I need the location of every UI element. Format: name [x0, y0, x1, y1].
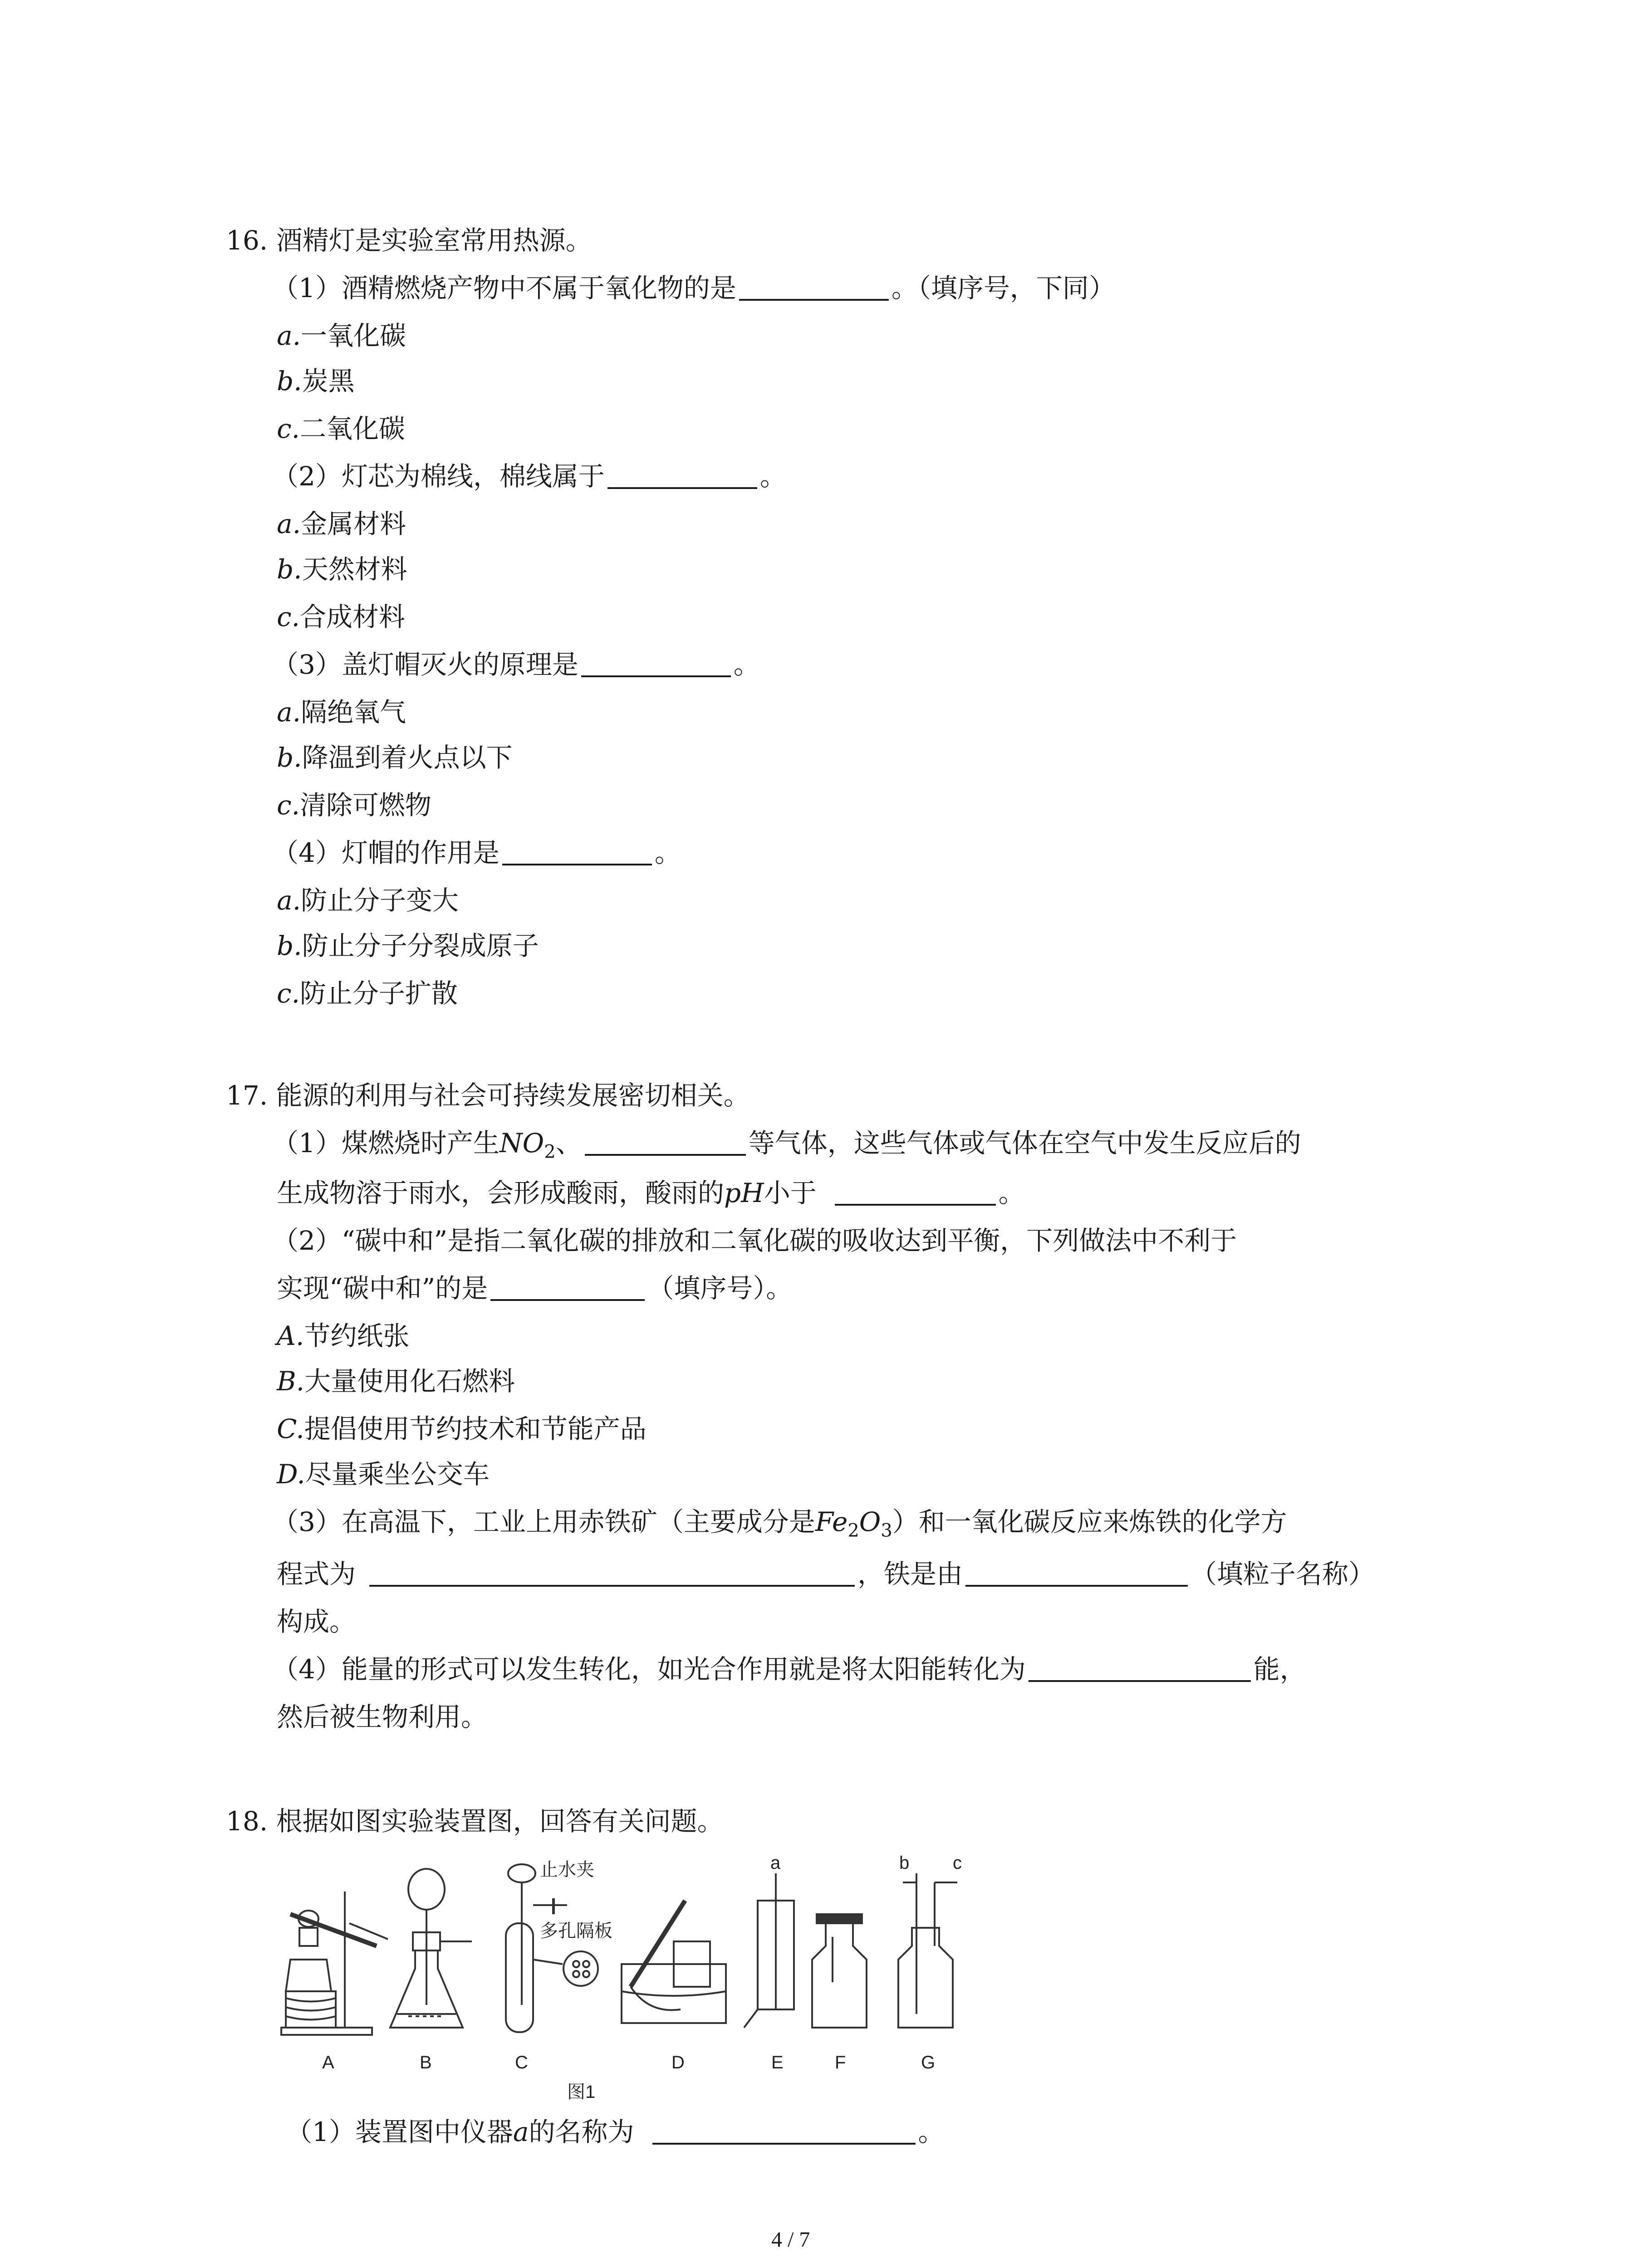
answer-blank[interactable]: [835, 1177, 996, 1206]
figure-caption: 图1: [567, 2082, 596, 2102]
q16-option-a: a.隔绝氧气: [277, 697, 407, 728]
figure-label-g: G: [921, 2053, 936, 2072]
q17-option-a: A.节约纸张: [277, 1320, 410, 1351]
apparatus-c: [506, 1864, 598, 2032]
q17-part1-line1: （1）煤燃烧时产生$NO_2$、 等气体，这些气体或气体在空气中发生反应后的: [272, 1128, 1301, 1163]
page-number: 4 / 7: [771, 2228, 810, 2252]
port-c-label: c: [953, 1855, 962, 1873]
apparatus-d: [622, 1901, 726, 2023]
q16-option-c: c.防止分子扩散: [277, 978, 458, 1009]
clamp-label: 止水夹: [540, 1860, 594, 1880]
answer-blank[interactable]: [1029, 1653, 1251, 1682]
q16-option-a: a.金属材料: [277, 508, 407, 539]
figure-label-e: E: [771, 2053, 784, 2072]
q17-part4-line2: 然后被生物利用。: [277, 1701, 488, 1732]
apparatus-b: [390, 1869, 472, 2028]
apparatus-a: [281, 1892, 388, 2035]
apparatus-e: [744, 1873, 794, 2028]
figure-label-b: B: [420, 2053, 432, 2072]
figure-label-c: C: [515, 2053, 528, 2072]
q17-option-c: C.提倡使用节约技术和节能产品: [277, 1413, 647, 1444]
q17-part3-line3: 构成。: [277, 1606, 356, 1637]
q16-option-c: c.合成材料: [277, 601, 405, 632]
answer-blank[interactable]: [490, 1272, 645, 1301]
q17-option-b: B.大量使用化石燃料: [277, 1366, 515, 1397]
q16-option-c: c.二氧化碳: [277, 413, 405, 444]
q16-option-b: b.炭黑: [277, 366, 355, 396]
answer-blank[interactable]: [739, 272, 889, 301]
port-b-label: b: [899, 1855, 910, 1873]
lab-apparatus-figure: [277, 1855, 989, 2109]
q17-part4-line1: （4）能量的形式可以发生转化，如光合作用就是将太阳能转化为 能，: [272, 1654, 1306, 1685]
apparatus-f: [812, 1914, 867, 2028]
answer-blank[interactable]: [369, 1558, 855, 1587]
q16-option-b: b.天然材料: [277, 554, 407, 585]
q16-option-c: c.清除可燃物: [277, 790, 431, 821]
answer-blank[interactable]: [581, 648, 731, 677]
q16-option-a: a.一氧化碳: [277, 320, 407, 351]
q16-part1: （1）酒精燃烧产物中不属于氧化物的是 。（填序号，下同）: [272, 273, 1115, 303]
figure-label-f: F: [835, 2053, 846, 2072]
port-a-label: a: [770, 1855, 781, 1873]
porous-plate-label: 多孔隔板: [540, 1921, 612, 1941]
q17-option-d: D.尽量乘坐公交车: [277, 1459, 490, 1490]
q17-part3-line1: （3）在高温下，工业上用赤铁矿（主要成分是$Fe_2O_3$）和一氧化碳反应来炼铁的化学方: [272, 1506, 1287, 1541]
q18-part1: （1）装置图中仪器a的名称为 。: [286, 2116, 945, 2147]
q17-part2-line2: 实现“碳中和”的是 （填序号）。: [277, 1273, 793, 1304]
q16-option-a: a.防止分子变大: [277, 885, 459, 916]
figure-label-d: D: [671, 2053, 685, 2072]
q17-part3-line2: 程式为 ，铁是由 （填粒子名称）: [277, 1559, 1375, 1589]
answer-blank[interactable]: [965, 1558, 1188, 1587]
figure-label-a: A: [322, 2053, 334, 2072]
q17-part2-line1: （2）“碳中和”是指二氧化碳的排放和二氧化碳的吸收达到平衡，下列做法中不利于: [272, 1225, 1237, 1256]
q16-option-b: b.降温到着火点以下: [277, 742, 513, 773]
q18-title: 18. 根据如图实验装置图，回答有关问题。: [226, 1806, 724, 1837]
q17-part1-line2: 生成物溶于雨水，会形成酸雨，酸雨的pH小于 。: [277, 1178, 1025, 1208]
answer-blank[interactable]: [502, 836, 652, 865]
answer-blank[interactable]: [607, 460, 757, 489]
q16-part2: （2）灯芯为棉线，棉线属于 。: [272, 461, 786, 492]
q16-option-b: b.防止分子分裂成原子: [277, 930, 539, 961]
q16-title: 16. 酒精灯是实验室常用热源。: [226, 225, 592, 256]
answer-blank[interactable]: [585, 1127, 746, 1156]
answer-blank[interactable]: [652, 2116, 916, 2145]
apparatus-g: [898, 1873, 957, 2028]
q16-part3: （3）盖灯帽灭火的原理是 。: [272, 649, 760, 680]
q17-title: 17. 能源的利用与社会可持续发展密切相关。: [226, 1080, 750, 1111]
q16-part4: （4）灯帽的作用是 。: [272, 837, 681, 868]
